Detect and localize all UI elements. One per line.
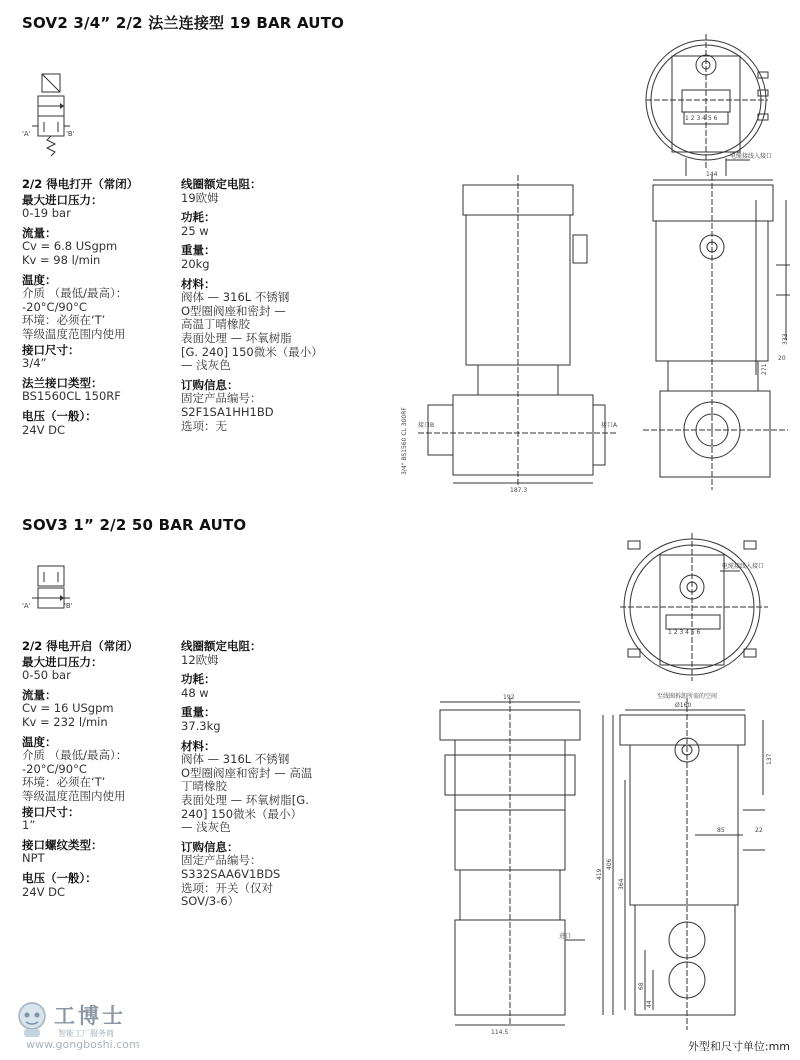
spec-heading: 流量：	[22, 687, 57, 702]
spec-value: 0-19 bar	[22, 206, 71, 221]
spec-value: 介质 （最低/最高）：	[22, 748, 128, 763]
spec-value: O型圈阀座和密封 —	[181, 303, 286, 318]
spec-heading: 电压（一般）：	[22, 870, 97, 885]
dim-h-22: 22	[755, 827, 763, 834]
spec-heading: 材料：	[181, 738, 216, 753]
symbol1-label-b: 'B'	[66, 130, 75, 138]
spec-value: Kv = 232 l/min	[22, 714, 108, 729]
watermark-name: 工博士	[54, 1003, 126, 1028]
spec-value: 固定产品编号：	[181, 853, 262, 868]
spec-value: O型圈阀座和密封 — 高温	[181, 765, 313, 780]
spec-heading: 电压（一般）：	[22, 408, 97, 423]
spec-heading: 2/2 得电开启（常闭）	[22, 639, 139, 653]
spec-value: [G. 240] 150微米（最小）	[181, 344, 323, 359]
spec-value: -20°C/90°C	[22, 761, 87, 776]
spec-value: 240] 150微米（最小）	[181, 806, 303, 821]
terminal-numbers: 1 2 3 4 5 6	[685, 115, 718, 122]
flange-note: 3/4" BS1560 CL 300RF	[401, 407, 408, 475]
dim-low-44: 44	[646, 1000, 653, 1008]
spec-value: 24V DC	[22, 422, 66, 437]
spec-value: S2F1SA1HH1BD	[181, 404, 274, 419]
dim-v-137: 137	[766, 753, 773, 765]
dim-side-419: 419	[596, 868, 603, 880]
watermark-subtitle: 智能工厂服务商	[58, 1029, 114, 1038]
port-note: 进口	[559, 933, 572, 940]
spec-heading: 线圈额定电阻：	[181, 639, 262, 653]
port-a-label: 接口A	[601, 422, 618, 429]
spec-value: SOV/3-6）	[181, 894, 240, 909]
spec-value: Cv = 16 USgpm	[22, 701, 114, 716]
valve-symbol-1	[22, 70, 82, 162]
spec-heading: 最大进口压力：	[22, 654, 103, 669]
terminal-numbers: 1 2 3 4 5 6	[668, 629, 701, 636]
spec-heading: 重量：	[181, 705, 216, 720]
spec-heading: 接口尺寸：	[22, 342, 80, 357]
spec-value: Kv = 98 l/min	[22, 252, 101, 267]
spec-value: — 浅灰色	[181, 820, 231, 835]
section1-title: SOV2 3/4” 2/2 法兰连接型 19 BAR AUTO	[22, 14, 345, 32]
valve-symbol-2	[22, 562, 82, 622]
spec-value: 0-50 bar	[22, 668, 71, 683]
spec-value: 20kg	[181, 256, 210, 271]
dim-side-364: 364	[618, 878, 625, 890]
spec-value: 表面处理 — 环氧树脂	[181, 330, 292, 345]
spec-heading: 流量：	[22, 225, 57, 240]
spec-value: 12欧姆	[181, 652, 219, 667]
spec-value: -20°C/90°C	[22, 299, 87, 314]
spec-value: 3/4”	[22, 356, 47, 371]
spec-value: NPT	[22, 851, 45, 866]
spec-value: 环境：必须在‘T’	[22, 775, 106, 790]
spec-value: 高温丁晴橡胶	[181, 317, 250, 332]
dim-top: 192	[503, 694, 515, 701]
watermark-logo	[8, 1000, 198, 1050]
spec-value: — 浅灰色	[181, 358, 231, 373]
spec-value: 固定产品编号：	[181, 391, 262, 406]
spec-heading: 温度：	[22, 734, 57, 749]
watermark-url: www.gongboshi.com	[26, 1038, 140, 1051]
section1-specs-left	[22, 176, 182, 437]
valve1-top-view-drawing	[640, 20, 790, 185]
dim-small-20: 20	[778, 355, 786, 362]
valve2-top-view-drawing	[620, 525, 790, 685]
spec-heading: 法兰接口类型：	[22, 375, 103, 390]
spec-value: 选项：无	[181, 418, 227, 433]
spec-value: 阀体 — 316L 不锈钢	[181, 290, 290, 305]
dim-side-333: 333	[782, 333, 789, 345]
spec-value: 等级温度范围内使用	[22, 326, 126, 341]
dim-h-85: 85	[717, 827, 725, 834]
spec-value: 24V DC	[22, 884, 66, 899]
spec-heading: 温度：	[22, 272, 57, 287]
symbol2-label-a: 'A'	[22, 602, 31, 610]
section1-specs-right	[181, 176, 341, 433]
dim-side-406: 406	[606, 858, 613, 870]
section2-specs-right	[181, 638, 341, 909]
spec-value: 25 w	[181, 223, 209, 238]
spec-value: S332SAA6V1BDS	[181, 866, 281, 881]
spec-value: 介质 （最低/最高）：	[22, 286, 128, 301]
unit-note: 外型和尺寸单位:mm	[687, 1040, 790, 1053]
spec-heading: 线圈额定电阻：	[181, 177, 262, 191]
symbol2-label-b: 'B'	[64, 602, 73, 610]
dim-bottom: 114.5	[491, 1029, 509, 1036]
spec-value: BS1560CL 150RF	[22, 389, 121, 404]
space-note: 至线圈拆卸所需的空间	[657, 693, 718, 700]
robot-mascot-icon	[12, 1000, 52, 1038]
valve1-elevation-drawing	[398, 165, 793, 500]
spec-heading: 订购信息：	[181, 377, 239, 392]
port-b-label: 接口B	[418, 422, 435, 429]
spec-value: 环境：必须在‘T’	[22, 313, 106, 328]
spec-heading: 2/2 得电打开（常闭）	[22, 177, 139, 191]
spec-value: 等级温度范围内使用	[22, 788, 126, 803]
dim-top: 144	[706, 171, 718, 178]
valve2-elevation-drawing	[425, 690, 795, 1040]
spec-value: Cv = 6.8 USgpm	[22, 239, 118, 254]
spec-value: 阀体 — 316L 不锈钢	[181, 752, 290, 767]
spec-value: 表面处理 — 环氧树脂[G.	[181, 792, 309, 807]
dim-bottom: 187.3	[510, 487, 528, 494]
spec-heading: 订购信息：	[181, 839, 239, 854]
dim-side-271: 271	[761, 363, 768, 375]
spec-heading: 接口尺寸：	[22, 804, 80, 819]
spec-value: 19欧姆	[181, 190, 219, 205]
dim-low-68: 68	[638, 982, 645, 990]
symbol1-label-a: 'A'	[22, 130, 31, 138]
spec-value: 选项：开关（仅对	[181, 880, 273, 895]
cable-entry-note: 电缆接线入接口	[722, 563, 765, 570]
spec-heading: 重量：	[181, 243, 216, 258]
section2-title: SOV3 1” 2/2 50 BAR AUTO	[22, 516, 247, 534]
spec-value: 1”	[22, 818, 36, 833]
spec-value: 48 w	[181, 685, 209, 700]
spec-heading: 功耗：	[181, 210, 216, 225]
spec-heading: 材料：	[181, 276, 216, 291]
spec-value: 丁晴橡胶	[181, 779, 227, 794]
spec-heading: 接口螺纹类型：	[22, 837, 103, 852]
cable-entry-note: 电缆接线入接口	[730, 153, 773, 160]
spec-heading: 最大进口压力：	[22, 192, 103, 207]
spec-value: 37.3kg	[181, 718, 221, 733]
section2-specs-left	[22, 638, 182, 899]
spec-heading: 功耗：	[181, 672, 216, 687]
dim-diameter: Ø160	[675, 702, 692, 709]
